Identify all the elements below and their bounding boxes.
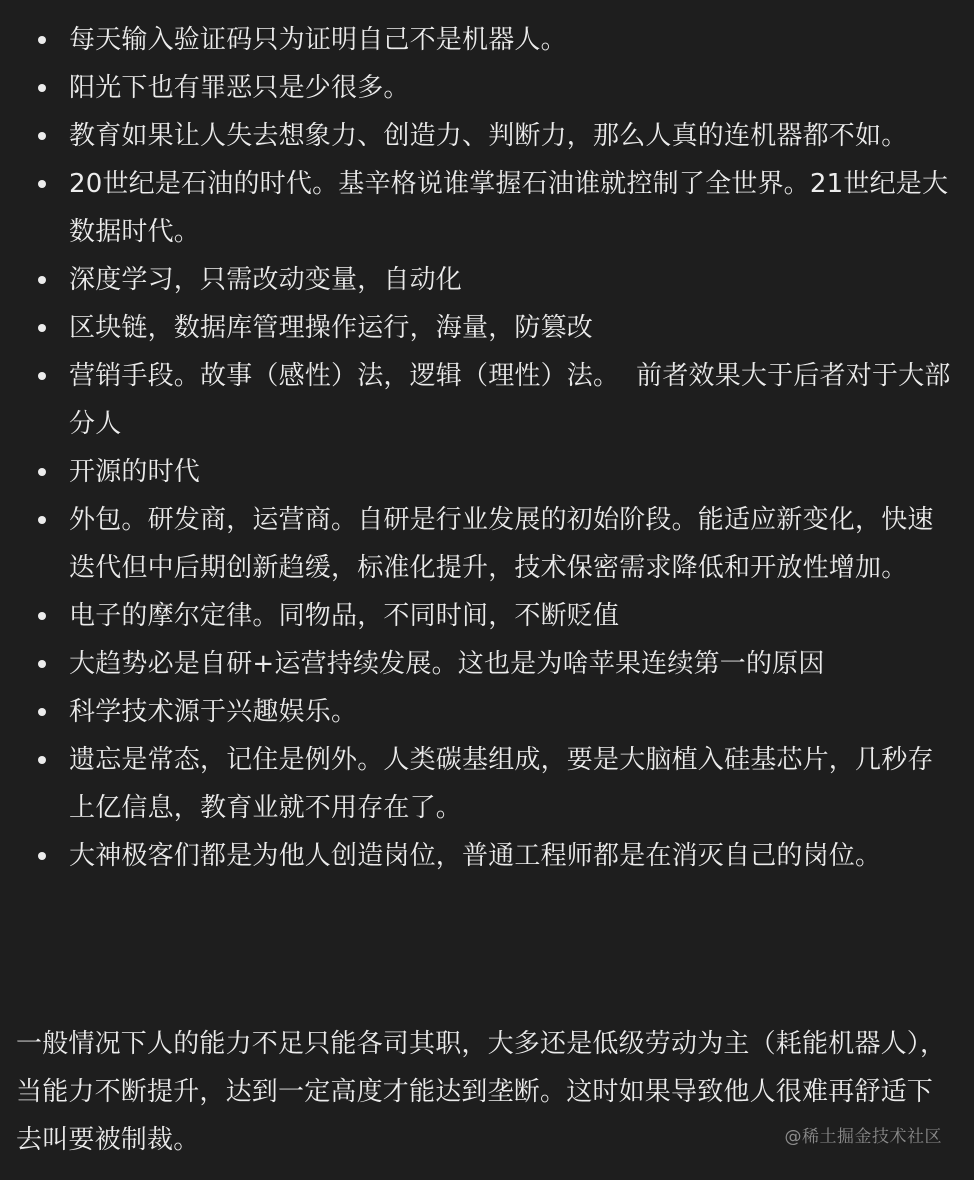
- list-item-text: 大神极客们都是为他人创造岗位，普通工程师都是在消灭自己的岗位。: [69, 841, 882, 871]
- list-item-text: 20世纪是石油的时代。基辛格说谁掌握石油谁就控制了全世界。21世纪是大数据时代。: [69, 169, 949, 247]
- list-item-text: 外包。研发商，运营商。自研是行业发展的初始阶段。能适应新变化，快速迭代但中后期创新趋缓，标准化提升，技术保密需求降低和开放性增加。: [69, 505, 934, 583]
- list-item-text: 营销手段。故事（感性）法，逻辑（理性）法。 前者效果大于后者对于大部分人: [69, 361, 951, 439]
- list-item-text: 区块链，数据库管理操作运行，海量，防篡改: [69, 313, 594, 343]
- list-item-text: 电子的摩尔定律。同物品，不同时间，不断贬值: [69, 601, 620, 631]
- list-item-text: 遗忘是常态，记住是例外。人类碳基组成，要是大脑植入硅基芯片，几秒存上亿信息，教育业就不用存在了。: [69, 745, 934, 823]
- list-item-text: 科学技术源于兴趣娱乐。: [69, 697, 358, 727]
- list-item-text: 深度学习，只需改动变量，自动化: [69, 265, 463, 295]
- watermark: @稀土掘金技术社区: [784, 1127, 942, 1147]
- list-item-text: 每天输入验证码只为证明自己不是机器人。: [69, 25, 567, 55]
- list-item-text: 大趋势必是自研+运营持续发展。这也是为啥苹果连续第一的原因: [69, 649, 825, 679]
- list-item-text: 开源的时代: [69, 457, 201, 487]
- list-item-text: 阳光下也有罪恶只是少很多。: [69, 73, 410, 103]
- list-item-text: 教育如果让人失去想象力、创造力、判断力，那么人真的连机器都不如。: [69, 121, 908, 151]
- summary-paragraph: 一般情况下人的能力不足只能各司其职，大多还是低级劳动为主（耗能机器人），当能力不断提升，达到一定高度才能达到垄断。这时如果导致他人很难再舒适下去叫要被制裁。: [16, 1029, 947, 1155]
